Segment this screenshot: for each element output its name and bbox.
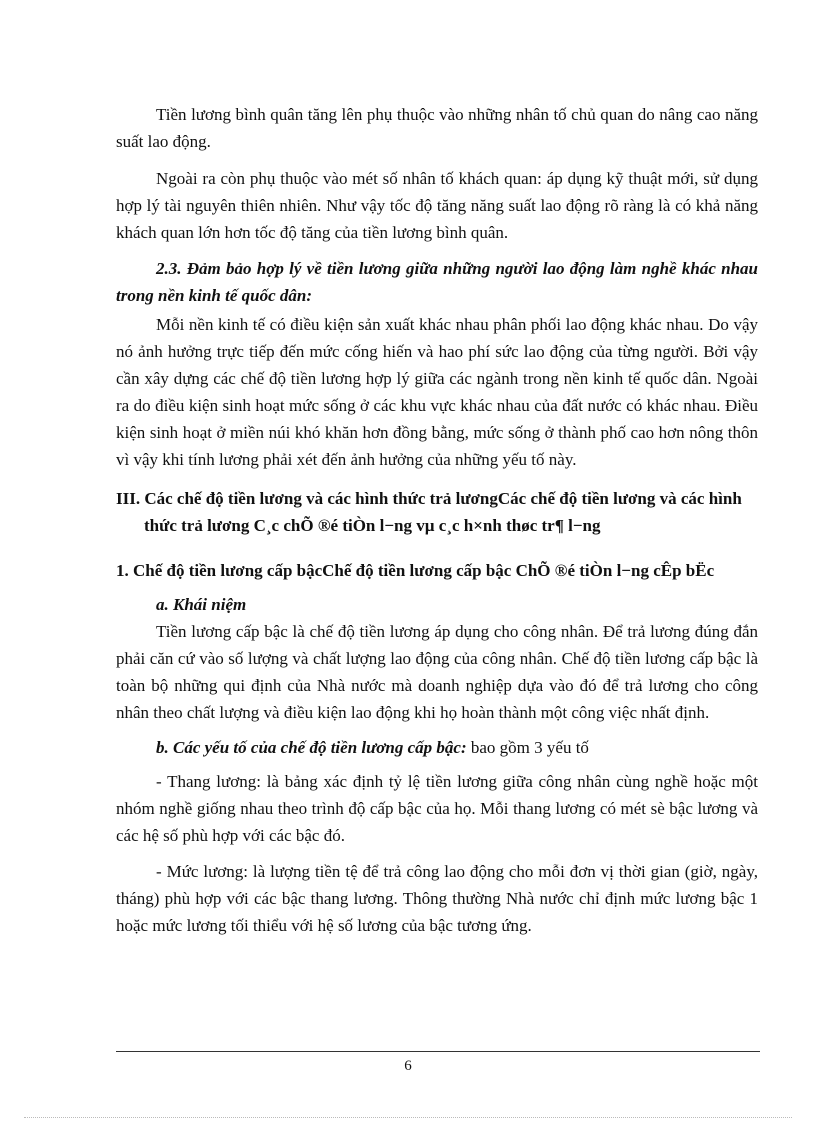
heading-1-wage-grade: 1. Chế độ tiền lương cấp bậcChế độ tiền lương cấp bậc ChÕ ®é tiÒn l−ng cÊp bËc bbox=[116, 561, 715, 580]
page-body bbox=[116, 0, 758, 939]
heading-b-elements bbox=[116, 734, 758, 761]
paragraph-objective-factors: Ngoài ra còn phụ thuộc vào mét số nhân tố khách quan: áp dụng kỹ thuật mới, sử dụng hợp lý tài nguyên thiên nhiên. Như vậy tốc độ tăng năng suất lao động rõ ràng là có khả năng khách quan lớn hơn tốc độ tăng của tiền lương bình quân. bbox=[116, 169, 758, 242]
paragraph-wage-level: - Mức lương: là lượng tiền tệ để trả công lao động cho mỗi đơn vị thời gian (giờ, ngày, tháng) phù hợp với các bậc thang lương. Thông thường Nhà nước chỉ định mức lương bậc 1 hoặc mức lương tối thiểu với hệ số lương của bậc tương ứng. bbox=[116, 862, 758, 935]
heading-2-3: 2.3. Đảm bảo hợp lý về tiền lương giữa những người lao động làm nghề khác nhau trong nền kinh tế quốc dân: bbox=[116, 259, 758, 305]
paragraph-a: Tiền lương cấp bậc là chế độ tiền lương áp dụng cho công nhân. Để trả lương đúng đắn phải căn cứ vào số lượng và chất lượng lao động của công nhân. Chế độ tiền lương cấp bậc là toàn bộ những qui định của Nhà nước mà doanh nghiệp dựa vào đó để trả lương cho công nhân theo chất lượng và điều kiện lao động khi họ hoàn thành một công việc nhất định. bbox=[116, 622, 758, 722]
heading-a-concept: a. Khái niệm bbox=[156, 595, 247, 614]
paragraph-wage-scale: - Thang lương: là bảng xác định tỷ lệ tiền lương giữa công nhân cùng nghề hoặc một nhóm nghề giống nhau theo trình độ cấp bậc của họ. Mỗi thang lương có mét sè bậc lương và các hệ số phù hợp với các bậc đó. bbox=[116, 772, 758, 845]
paragraph-avg-wage: Tiền lương bình quân tăng lên phụ thuộc vào những nhân tố chủ quan do nâng cao năng suất lao động. bbox=[116, 105, 758, 151]
heading-section-III: III. Các chế độ tiền lương và các hình thức trả lươngCác chế độ tiền lương và các hình thức trả lương C¸c chÕ ®é tiÒn l−ng vµ c¸c h×nh thøc tr¶ l−ng bbox=[116, 489, 742, 535]
heading-b-lead: b. Các yếu tố của chế độ tiền lương cấp bậc: bbox=[156, 738, 467, 757]
page-bottom-border bbox=[24, 1117, 792, 1118]
paragraph-2-3: Mỗi nền kinh tế có điều kiện sản xuất khác nhau phân phối lao động khác nhau. Do vậy nó ảnh hưởng trực tiếp đến mức cống hiến và hao phí sức lao động của từng người. Bởi vậy cần xây dựng các chế độ tiền lương hợp lý giữa các ngành trong nền kinh tế quốc dân. Ngoài ra do điều kiện sinh hoạt mức sống ở các khu vực khác nhau của đất nước có khác nhau. Điều kiện sinh hoạt ở miền núi khó khăn hơn đồng bằng, mức sống ở thành phố cao hơn nông thôn vì vậy khi tính lương phải xét đến ảnh hưởng của những yếu tố này. bbox=[116, 315, 758, 469]
heading-b-rest: bao gồm 3 yếu tố bbox=[466, 738, 589, 757]
page-number: 6 bbox=[404, 1058, 412, 1074]
footer-separator bbox=[116, 1051, 760, 1052]
